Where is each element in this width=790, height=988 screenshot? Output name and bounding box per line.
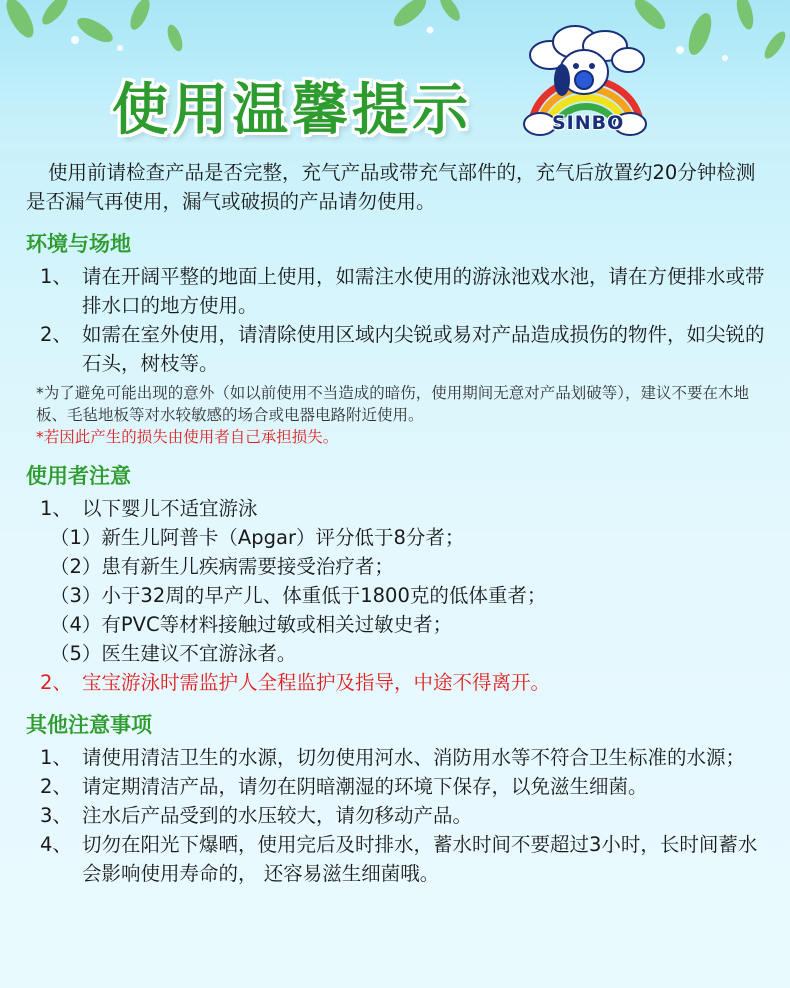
- item-text: 请使用清洁卫生的水源，切勿使用河水、消防用水等不符合卫生标准的水源；: [82, 746, 746, 769]
- list-item: [40, 830, 790, 888]
- section-title-other-notes: 其他注意事项: [26, 713, 152, 737]
- sub-item: （3）小于32周的早产儿、体重低于1800克的低体重者；: [50, 584, 547, 607]
- sub-item: （2）患有新生儿疾病需要接受治疗者；: [50, 555, 394, 578]
- intro-paragraph: 使用前请检查产品是否完整，充气产品或带充气部件的，充气后放置约20分钟检测是否漏气再使用，漏气或破损的产品请勿使用。: [26, 161, 756, 213]
- advice-note: *为了避免可能出现的意外（如以前使用不当造成的暗伤，使用期间无意对产品划破等），建议不要在木地板、毛毡地板等对水较敏感的场合或电器电路附近使用。: [36, 384, 750, 424]
- list-item: [40, 772, 790, 801]
- sub-item: （4）有PVC等材料接触过敏或相关过敏史者；: [50, 613, 453, 636]
- section-title-user-notice: 使用者注意: [26, 464, 131, 488]
- section-title-environment: 环境与场地: [26, 232, 131, 256]
- item-text: 如需在室外使用，请清除使用区域内尖锐或易对产品造成损伤的物件，如尖锐的石头，树枝等。: [82, 323, 765, 375]
- list-item: [40, 320, 790, 378]
- page-title: 使用温馨提示: [112, 78, 472, 143]
- item-text: 以下婴儿不适宜游泳: [82, 497, 258, 520]
- list-item: [40, 262, 790, 320]
- sub-item: （5）医生建议不宜游泳者。: [50, 642, 297, 665]
- liability-note: *若因此产生的损失由使用者自己承担损失。: [36, 428, 339, 446]
- item-number: 1、: [40, 746, 72, 769]
- item-number: 2、: [40, 323, 72, 346]
- list-item: [40, 494, 790, 523]
- item-text: 请定期清洁产品，请勿在阴暗潮湿的环境下保存，以免滋生细菌。: [82, 775, 648, 798]
- logo-text: SINBO: [552, 112, 625, 134]
- sub-item: （1）新生儿阿普卡（Apgar）评分低于8分者；: [50, 526, 465, 549]
- item-number: 3、: [40, 804, 72, 827]
- item-number: 2、: [40, 775, 72, 798]
- item-text: 宝宝游泳时需监护人全程监护及指导，中途不得离开。: [82, 671, 551, 694]
- item-text: 请在开阔平整的地面上使用，如需注水使用的游泳池戏水池，请在方便排水或带排水口的地方使用。: [82, 265, 765, 317]
- header-banner: [0, 0, 790, 150]
- list-item: [40, 743, 790, 772]
- item-text: 切勿在阳光下爆晒，使用完后及时排水，蓄水时间不要超过3小时，长时间蓄水会影响使用寿命的， 还容易滋生细菌哦。: [82, 833, 758, 885]
- content: [0, 158, 790, 888]
- item-number: 1、: [40, 497, 72, 520]
- supervision-warning: [40, 668, 790, 697]
- list-item: [40, 801, 790, 830]
- leaves-decoration: [0, 0, 790, 70]
- item-number: 2、: [40, 671, 72, 694]
- item-text: 注水后产品受到的水压较大，请勿移动产品。: [82, 804, 473, 827]
- item-number: 4、: [40, 833, 72, 856]
- item-number: 1、: [40, 265, 72, 288]
